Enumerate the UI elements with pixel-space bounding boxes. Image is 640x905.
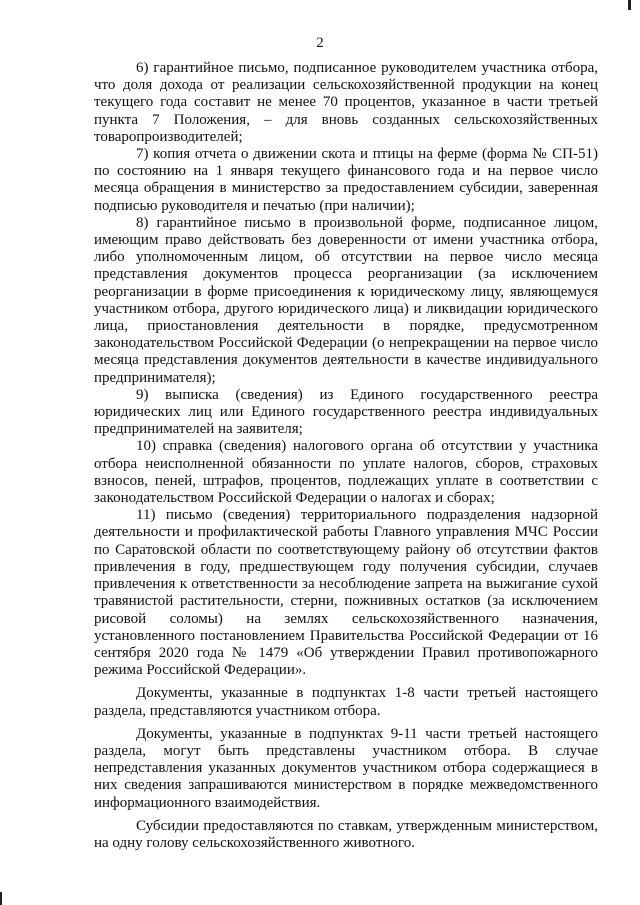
scan-edge-mark-right <box>628 0 631 10</box>
paragraph-documents-9-11: Документы, указанные в подпунктах 9-11 части третьей настоящего раздела, могут быть представлены участником отбора. В случае непредставления указанных документов участником отбора содержащиеся в них сведения запрашиваются министерством в порядке межведомственного информационного взаимодействия. <box>94 725 598 811</box>
paragraph-item-10: 10) справка (сведения) налогового органа об отсутствии у участника отбора неисполненной обязанности по уплате налогов, сборов, страховых взносов, пеней, штрафов, процентов, подлежащих уплате в соответствии с законодательством Российской Федерации о налогах и сборах; <box>94 438 598 507</box>
paragraph-documents-1-8: Документы, указанные в подпунктах 1-8 части третьей настоящего раздела, представляются участником отбора. <box>94 685 598 719</box>
paragraph-item-6: 6) гарантийное письмо, подписанное руководителем участника отбора, что доля дохода от реализации сельскохозяйственной продукции на конец текущего года составит не менее 70 процентов, указанное в части третьей пункта 7 Положения, – для вновь созданных сельскохозяйственных товаропроизводителей; <box>94 60 598 145</box>
paragraph-item-11: 11) письмо (сведения) территориального подразделения надзорной деятельности и профилактической работы Главного управления МЧС России по Саратовской области по соответствующему району об отсутствии фактов привлечения в году, предшествующем году получения субсидии, случаев привлечения к ответственности за несоблюдение запрета на выжигание сухой травянистой растительности, стерни, пожнивных остатков (за исключением рисовой соломы) на землях сельскохозяйственного назначения, установленного постановлением Правительства Российской Федерации от 16 сентября 2020 года № 1479 «Об утверждении Правил противопожарного режима Российской Федерации». <box>94 507 598 679</box>
paragraph-item-7: 7) копия отчета о движении скота и птицы на ферме (форма № СП-51) по состоянию на 1 января текущего финансового года и на первое число месяца обращения в министерство за предоставлением субсидии, заверенная подписью руководителя и печатью (при наличии); <box>94 146 598 214</box>
page-number: 2 <box>316 35 324 51</box>
paragraph-item-9: 9) выписка (сведения) из Единого государственного реестра юридических лиц или Единого государственного реестра индивидуальных предпринимателей на заявителя; <box>94 386 598 438</box>
document-body <box>94 60 598 852</box>
paragraph-item-8: 8) гарантийное письмо в произвольной форме, подписанное лицом, имеющим право действовать без доверенности от имени участника отбора, либо уполномоченным лицом, об отсутствии на первое число месяца представления документов процесса реорганизации (за исключением реорганизации в форме присоединения к юридическому лицу, являющемуся участником отбора, другого юридического лица) и ликвидации юридического лица, приостановления деятельности в порядке, предусмотренном законодательством Российской Федерации (о непрекращении на первое число месяца представления документов деятельности в качестве индивидуального предпринимателя); <box>94 214 598 386</box>
paragraph-subsidy-rates: Субсидии предоставляются по ставкам, утвержденным министерством, на одну голову сельскохозяйственного животного. <box>94 817 598 851</box>
scan-edge-mark-left-bottom <box>0 892 2 905</box>
